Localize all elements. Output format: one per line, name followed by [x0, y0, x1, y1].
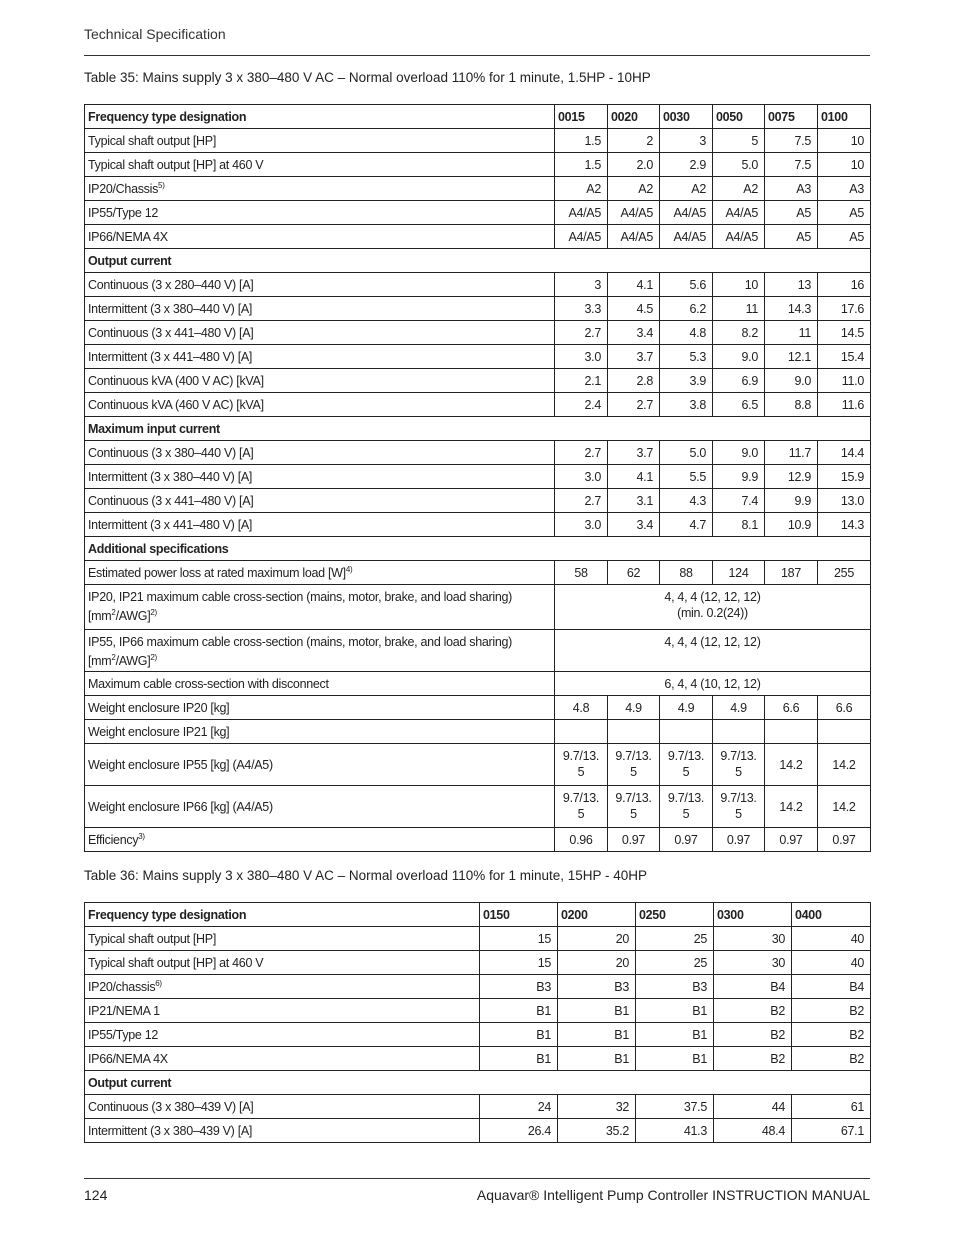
table35 [84, 104, 871, 852]
cell-value: 9.7/13. 5 [660, 744, 713, 786]
cell-value: B4 [714, 975, 792, 999]
cell-value: 13.0 [818, 489, 871, 513]
cell-value: 2.0 [608, 153, 660, 177]
cell-value: 3.1 [608, 489, 660, 513]
cell-value: 14.2 [765, 744, 818, 786]
cell-value: 17.6 [818, 297, 871, 321]
cell-value: 44 [714, 1095, 792, 1119]
column-header: 0100 [818, 105, 871, 129]
table-row [85, 561, 871, 585]
cell-value: 2.7 [555, 489, 608, 513]
cell-value: 3.7 [608, 345, 660, 369]
cell-value: 2.1 [555, 369, 608, 393]
page-number: 124 [84, 1187, 108, 1203]
cell-value: A5 [765, 225, 818, 249]
column-header: 0150 [480, 903, 558, 927]
column-header: 0015 [555, 105, 608, 129]
merged-value: 4, 4, 4 (12, 12, 12) [555, 630, 871, 672]
merged-value: 4, 4, 4 (12, 12, 12) (min. 0.2(24)) [555, 585, 871, 630]
column-header: 0075 [765, 105, 818, 129]
cell-value: B2 [714, 999, 792, 1023]
footnote-ref: 6) [155, 978, 162, 988]
row-label: Typical shaft output [HP] at 460 V [85, 951, 480, 975]
table-row [85, 369, 871, 393]
cell-value: 4.8 [555, 696, 608, 720]
cell-value: 9.7/13. 5 [713, 744, 765, 786]
cell-value: B4 [792, 975, 871, 999]
cell-value: 3 [660, 129, 713, 153]
cell-value: 58 [555, 561, 608, 585]
cell-value: 13 [765, 273, 818, 297]
footer-rule [84, 1178, 870, 1179]
cell-value: 7.4 [713, 489, 765, 513]
cell-value: B1 [558, 1023, 636, 1047]
table-row [85, 786, 871, 828]
cell-value: 62 [608, 561, 660, 585]
table-row [85, 672, 871, 696]
table-row [85, 489, 871, 513]
cell-value: 4.7 [660, 513, 713, 537]
row-label: Continuous (3 x 441–480 V) [A] [85, 489, 555, 513]
table-row [85, 441, 871, 465]
table-row [85, 1119, 871, 1143]
cell-value: 3.4 [608, 321, 660, 345]
cell-value: 11.7 [765, 441, 818, 465]
table-row [85, 273, 871, 297]
cell-value: 15.4 [818, 345, 871, 369]
cell-value: B1 [636, 999, 714, 1023]
cell-value: A4/A5 [608, 201, 660, 225]
cell-value [608, 720, 660, 744]
cell-value: A5 [818, 225, 871, 249]
cell-value: 0.96 [555, 828, 608, 852]
row-label: Weight enclosure IP21 [kg] [85, 720, 555, 744]
cell-value: B1 [480, 1023, 558, 1047]
footnote-ref: 5) [158, 180, 165, 190]
cell-value: 1.5 [555, 153, 608, 177]
cell-value: 14.3 [765, 297, 818, 321]
manual-title: Aquavar® Intelligent Pump Controller INSTRUCTION MANUAL [476, 1187, 870, 1203]
cell-value: 4.9 [660, 696, 713, 720]
cell-value: A2 [555, 177, 608, 201]
cell-value: 48.4 [714, 1119, 792, 1143]
cell-value: 0.97 [765, 828, 818, 852]
table-row [85, 828, 871, 852]
cell-value: A4/A5 [660, 201, 713, 225]
cell-value: 4.9 [608, 696, 660, 720]
cell-value: 12.1 [765, 345, 818, 369]
table36-caption: Table 36: Mains supply 3 x 380–480 V AC – Normal overload 110% for 1 minute, 15HP - 40HP [84, 868, 648, 883]
cell-value: 3.4 [608, 513, 660, 537]
footnote-ref: 2) [150, 653, 157, 662]
cell-value: 37.5 [636, 1095, 714, 1119]
cell-value: 67.1 [792, 1119, 871, 1143]
cell-value: 3.9 [660, 369, 713, 393]
table36 [84, 902, 871, 1143]
cell-value: 26.4 [480, 1119, 558, 1143]
cell-value: 2.7 [555, 321, 608, 345]
table-row [85, 201, 871, 225]
table-row [85, 177, 871, 201]
header-row [85, 903, 871, 927]
cell-value: 40 [792, 951, 871, 975]
cell-value: B3 [636, 975, 714, 999]
cell-value: 9.7/13. 5 [608, 786, 660, 828]
row-label: Intermittent (3 x 380–439 V) [A] [85, 1119, 480, 1143]
column-header: 0030 [660, 105, 713, 129]
table-row [85, 927, 871, 951]
row-label: Continuous kVA (460 V AC) [kVA] [85, 393, 555, 417]
cell-value: 41.3 [636, 1119, 714, 1143]
cell-value: 40 [792, 927, 871, 951]
section-row [85, 249, 871, 273]
cell-value: 3 [555, 273, 608, 297]
table-row [85, 513, 871, 537]
section-row [85, 1071, 871, 1095]
column-header: 0250 [636, 903, 714, 927]
table-row [85, 225, 871, 249]
cell-value: 88 [660, 561, 713, 585]
cell-value: 5.0 [660, 441, 713, 465]
superscript: 2 [111, 608, 116, 617]
cell-value: 9.7/13. 5 [555, 744, 608, 786]
table-row [85, 1095, 871, 1119]
cell-value: 14.5 [818, 321, 871, 345]
row-label: Typical shaft output [HP] [85, 927, 480, 951]
row-label: IP20, IP21 maximum cable cross-section (mains, motor, brake, and load sharing) $[mm^2/AWG]^{2)}$ [85, 585, 555, 630]
row-label: Maximum cable cross-section with disconnect [85, 672, 555, 696]
cell-value: 3.7 [608, 441, 660, 465]
cell-value: 15.9 [818, 465, 871, 489]
row-label: IP66/NEMA 4X [85, 1047, 480, 1071]
row-label: Continuous kVA (400 V AC) [kVA] [85, 369, 555, 393]
cell-value: 10 [713, 273, 765, 297]
cell-value: 11 [713, 297, 765, 321]
cell-value: 10 [818, 153, 871, 177]
table-row [85, 1023, 871, 1047]
cell-value: 7.5 [765, 129, 818, 153]
cell-value: 14.3 [818, 513, 871, 537]
cell-value: 255 [818, 561, 871, 585]
cell-value: 20 [558, 951, 636, 975]
cell-value: 12.9 [765, 465, 818, 489]
designation-label: Frequency type designation [85, 903, 480, 927]
designation-label: Frequency type designation [85, 105, 555, 129]
table-row [85, 465, 871, 489]
cell-value: B1 [558, 999, 636, 1023]
table-row [85, 744, 871, 786]
table-row [85, 975, 871, 999]
cell-value: 7.5 [765, 153, 818, 177]
cell-value: 2.8 [608, 369, 660, 393]
cell-value: 11 [765, 321, 818, 345]
cell-value: A2 [713, 177, 765, 201]
table-row [85, 129, 871, 153]
cell-value: 14.4 [818, 441, 871, 465]
section-row [85, 417, 871, 441]
section-heading: Maximum input current [85, 417, 871, 441]
cell-value: A4/A5 [713, 201, 765, 225]
cell-value: 124 [713, 561, 765, 585]
cell-value: 4.5 [608, 297, 660, 321]
cell-value: 2 [608, 129, 660, 153]
cell-value: 9.9 [765, 489, 818, 513]
row-label: Typical shaft output [HP] [85, 129, 555, 153]
cell-value: A3 [765, 177, 818, 201]
column-header: 0020 [608, 105, 660, 129]
cell-value: B2 [792, 1023, 871, 1047]
merged-value: 6, 4, 4 (10, 12, 12) [555, 672, 871, 696]
footnote-ref: 2) [150, 608, 157, 617]
cell-value: 25 [636, 951, 714, 975]
cell-value: 4.1 [608, 273, 660, 297]
cell-value: B1 [480, 999, 558, 1023]
row-label: Efficiency$^{3)}$ [85, 828, 555, 852]
row-label: Intermittent (3 x 380–440 V) [A] [85, 465, 555, 489]
cell-value: 6.5 [713, 393, 765, 417]
table-row [85, 696, 871, 720]
cell-value: 9.7/13. 5 [608, 744, 660, 786]
cell-value: 1.5 [555, 129, 608, 153]
cell-value: 5 [713, 129, 765, 153]
cell-value: B1 [558, 1047, 636, 1071]
cell-value: 0.97 [608, 828, 660, 852]
cell-value: B2 [714, 1023, 792, 1047]
row-label: IP20/Chassis$^{5)}$ [85, 177, 555, 201]
row-label: Typical shaft output [HP] at 460 V [85, 153, 555, 177]
cell-value: A4/A5 [555, 225, 608, 249]
cell-value: 9.7/13. 5 [660, 786, 713, 828]
cell-value [713, 720, 765, 744]
cell-value: 4.9 [713, 696, 765, 720]
section-heading: Output current [85, 1071, 871, 1095]
table35-caption: Table 35: Mains supply 3 x 380–480 V AC – Normal overload 110% for 1 minute, 1.5HP - 10HP [84, 70, 651, 85]
cell-value: 10 [818, 129, 871, 153]
cell-value: B2 [792, 999, 871, 1023]
cell-value: 20 [558, 927, 636, 951]
header-rule [84, 55, 870, 56]
cell-value: 6.6 [818, 696, 871, 720]
cell-value: 2.4 [555, 393, 608, 417]
section-row [85, 537, 871, 561]
cell-value: 4.3 [660, 489, 713, 513]
cell-value: 5.0 [713, 153, 765, 177]
cell-value: 24 [480, 1095, 558, 1119]
row-label: Intermittent (3 x 380–440 V) [A] [85, 297, 555, 321]
table-row [85, 321, 871, 345]
running-header: Technical Specification [84, 26, 226, 42]
cell-value: 9.7/13. 5 [713, 786, 765, 828]
cell-value: 10.9 [765, 513, 818, 537]
cell-value: 11.6 [818, 393, 871, 417]
table-row [85, 720, 871, 744]
cell-value [765, 720, 818, 744]
table-row [85, 297, 871, 321]
cell-value: A2 [660, 177, 713, 201]
cell-value: 2.7 [555, 441, 608, 465]
section-heading: Output current [85, 249, 871, 273]
row-label: Continuous (3 x 441–480 V) [A] [85, 321, 555, 345]
row-label: Continuous (3 x 380–439 V) [A] [85, 1095, 480, 1119]
row-label: Intermittent (3 x 441–480 V) [A] [85, 513, 555, 537]
column-header: 0200 [558, 903, 636, 927]
cell-value: A5 [765, 201, 818, 225]
cell-value: 15 [480, 927, 558, 951]
cell-value: B3 [558, 975, 636, 999]
cell-value: B2 [714, 1047, 792, 1071]
cell-value: A5 [818, 201, 871, 225]
cell-value: 2.7 [608, 393, 660, 417]
column-header: 0050 [713, 105, 765, 129]
cell-value: 61 [792, 1095, 871, 1119]
cell-value: A2 [608, 177, 660, 201]
column-header: 0300 [714, 903, 792, 927]
row-label: IP66/NEMA 4X [85, 225, 555, 249]
cell-value: 14.2 [765, 786, 818, 828]
cell-value [555, 720, 608, 744]
cell-value: A4/A5 [660, 225, 713, 249]
cell-value: 11.0 [818, 369, 871, 393]
cell-value: 2.9 [660, 153, 713, 177]
row-label: IP55/Type 12 [85, 1023, 480, 1047]
cell-value: A4/A5 [608, 225, 660, 249]
cell-value: 6.2 [660, 297, 713, 321]
cell-value: 0.97 [818, 828, 871, 852]
cell-value: 3.3 [555, 297, 608, 321]
column-header: 0400 [792, 903, 871, 927]
cell-value: B1 [636, 1047, 714, 1071]
cell-value: 5.3 [660, 345, 713, 369]
cell-value: 6.9 [713, 369, 765, 393]
cell-value: 35.2 [558, 1119, 636, 1143]
cell-value: 30 [714, 951, 792, 975]
cell-value: 0.97 [713, 828, 765, 852]
cell-value [818, 720, 871, 744]
row-label: Continuous (3 x 280–440 V) [A] [85, 273, 555, 297]
cell-value: 32 [558, 1095, 636, 1119]
row-label: Weight enclosure IP20 [kg] [85, 696, 555, 720]
row-label: Continuous (3 x 380–440 V) [A] [85, 441, 555, 465]
table-row [85, 951, 871, 975]
cell-value: 15 [480, 951, 558, 975]
table-row [85, 585, 871, 630]
cell-value: 25 [636, 927, 714, 951]
cell-value: 14.2 [818, 786, 871, 828]
cell-value: 4.8 [660, 321, 713, 345]
cell-value: 8.8 [765, 393, 818, 417]
cell-value: A3 [818, 177, 871, 201]
cell-value: A4/A5 [713, 225, 765, 249]
cell-value: B2 [792, 1047, 871, 1071]
cell-value [660, 720, 713, 744]
cell-value: 9.0 [713, 441, 765, 465]
row-label: Weight enclosure IP55 [kg] (A4/A5) [85, 744, 555, 786]
cell-value: 187 [765, 561, 818, 585]
section-heading: Additional specifications [85, 537, 871, 561]
footnote-ref: 3) [138, 831, 145, 841]
cell-value: 16 [818, 273, 871, 297]
cell-value: 5.5 [660, 465, 713, 489]
cell-value: 6.6 [765, 696, 818, 720]
header-row [85, 105, 871, 129]
cell-value: 14.2 [818, 744, 871, 786]
cell-value: 3.8 [660, 393, 713, 417]
cell-value: 9.0 [713, 345, 765, 369]
cell-value: 0.97 [660, 828, 713, 852]
cell-value: 5.6 [660, 273, 713, 297]
row-label: Estimated power loss at rated maximum load $[W]^{4)}$ [85, 561, 555, 585]
table-row [85, 345, 871, 369]
cell-value: B1 [480, 1047, 558, 1071]
table-row [85, 999, 871, 1023]
cell-value: 3.0 [555, 513, 608, 537]
table-row [85, 153, 871, 177]
cell-value: 9.0 [765, 369, 818, 393]
table-row [85, 630, 871, 672]
superscript: 2 [111, 653, 116, 662]
cell-value: 3.0 [555, 465, 608, 489]
row-label: IP20/chassis$^{6)}$ [85, 975, 480, 999]
row-label: IP55/Type 12 [85, 201, 555, 225]
cell-value: 9.9 [713, 465, 765, 489]
cell-value: 8.2 [713, 321, 765, 345]
footnote-ref: 4) [345, 564, 353, 574]
cell-value: A4/A5 [555, 201, 608, 225]
cell-value: 9.7/13. 5 [555, 786, 608, 828]
row-label: IP55, IP66 maximum cable cross-section (mains, motor, brake, and load sharing) $[mm^2/AWG]^{2)}$ [85, 630, 555, 672]
row-label: Intermittent (3 x 441–480 V) [A] [85, 345, 555, 369]
cell-value: 30 [714, 927, 792, 951]
table-row [85, 393, 871, 417]
table-row [85, 1047, 871, 1071]
row-label: Weight enclosure IP66 [kg] (A4/A5) [85, 786, 555, 828]
cell-value: B3 [480, 975, 558, 999]
cell-value: 3.0 [555, 345, 608, 369]
row-label: IP21/NEMA 1 [85, 999, 480, 1023]
cell-value: 4.1 [608, 465, 660, 489]
cell-value: 8.1 [713, 513, 765, 537]
cell-value: B1 [636, 1023, 714, 1047]
